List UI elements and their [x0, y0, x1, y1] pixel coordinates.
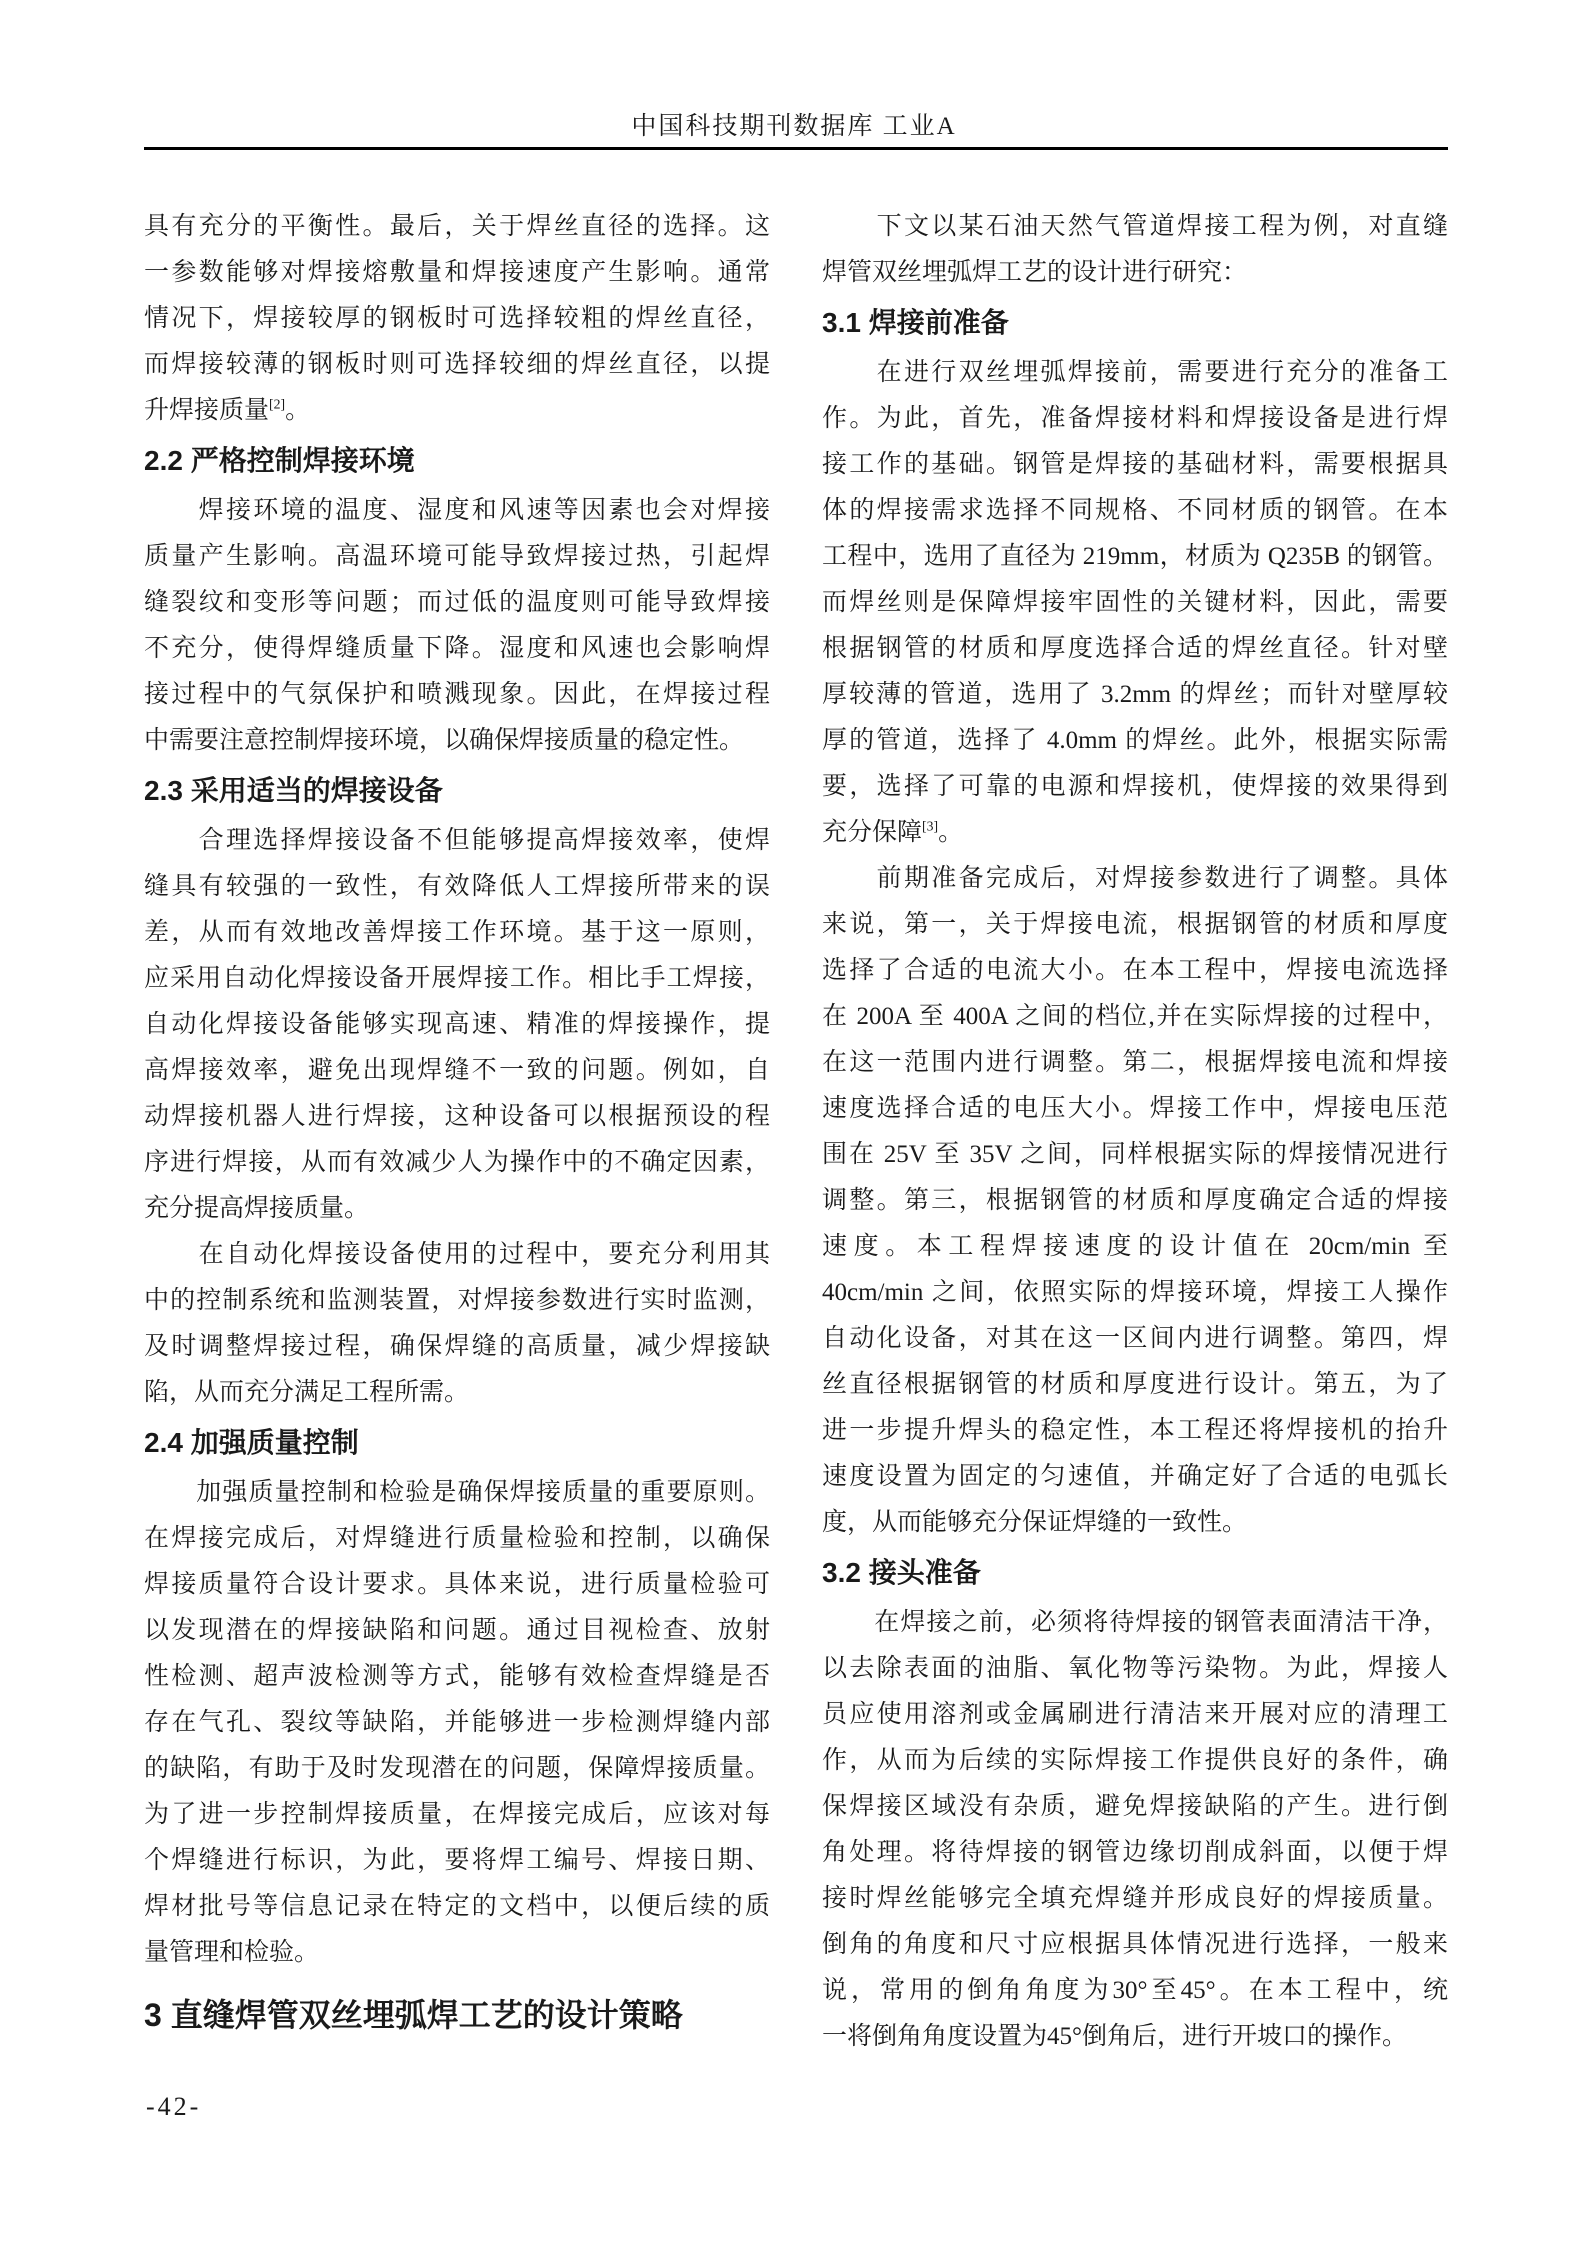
paragraph	[144, 818, 770, 1232]
text-line: 角处理。将待焊接的钢管边缘切削成斜面，以便于焊	[822, 1839, 1448, 1866]
text-line: 一将倒角角度设置为45°倒角后，进行开坡口的操作。	[822, 2023, 1407, 2050]
text-line: 要，选择了可靠的电源和焊接机，使焊接的效果得到	[822, 773, 1448, 800]
text-line: 性检测、超声波检测等方式，能够有效检查焊缝是否	[144, 1663, 770, 1690]
text-line: 自动化设备，对其在这一区间内进行调整。第四，焊	[822, 1325, 1448, 1352]
citation-ref: [3]	[922, 818, 939, 834]
subsection-heading: 3.2 接头准备	[822, 1557, 981, 1588]
text-line: 调整。第三，根据钢管的材质和厚度确定合适的焊接	[822, 1187, 1448, 1214]
text-line: 动焊接机器人进行焊接，这种设备可以根据预设的程	[144, 1103, 770, 1130]
text-line: 存在气孔、裂纹等缺陷，并能够进一步检测焊缝内部	[144, 1709, 770, 1736]
text-line: 接时焊丝能够完全填充焊缝并形成良好的焊接质量。	[822, 1885, 1448, 1912]
text-line: 焊管双丝埋弧焊工艺的设计进行研究：	[822, 259, 1248, 286]
text-line: 而焊接较薄的钢板时则可选择较细的焊丝直径，以提	[144, 351, 770, 378]
text-line: 加强质量控制和检验是确保焊接质量的重要原则。	[144, 1479, 770, 1506]
text-line: 缝具有较强的一致性，有效降低人工焊接所带来的误	[144, 873, 770, 900]
header-rule	[144, 147, 1448, 150]
paragraph	[144, 488, 770, 764]
text-line: 根据钢管的材质和厚度选择合适的焊丝直径。针对壁	[822, 635, 1448, 662]
text-line: 升焊接质量[2]。	[144, 396, 311, 424]
text-line: 充分提高焊接质量。	[144, 1195, 370, 1222]
text-line: 作，从而为后续的实际焊接工作提供良好的条件，确	[822, 1747, 1448, 1774]
text-line: 陷，从而充分满足工程所需。	[144, 1379, 470, 1406]
text-line: 在 200A 至 400A 之间的档位,并在实际焊接的过程中，	[822, 1003, 1448, 1030]
text-line: 在这一范围内进行调整。第二，根据焊接电流和焊接	[822, 1049, 1448, 1076]
text-line: 在焊接完成后，对焊缝进行质量检验和控制，以确保	[144, 1525, 770, 1552]
text-line: 应采用自动化焊接设备开展焊接工作。相比手工焊接，	[144, 965, 770, 992]
text-line: 员应使用溶剂或金属刷进行清洁来开展对应的清理工	[822, 1701, 1448, 1728]
text-line: 个焊缝进行标识，为此，要将焊工编号、焊接日期、	[144, 1847, 770, 1874]
text-line: 围在 25V 至 35V 之间，同样根据实际的焊接情况进行	[822, 1141, 1448, 1168]
text-line: 丝直径根据钢管的材质和厚度进行设计。第五，为了	[822, 1371, 1448, 1398]
text-line: 下文以某石油天然气管道焊接工程为例，对直缝	[822, 213, 1448, 240]
text-line: 选择了合适的电流大小。在本工程中，焊接电流选择	[822, 957, 1448, 984]
text-line: 保焊接区域没有杂质，避免焊接缺陷的产生。进行倒	[822, 1793, 1448, 1820]
text-line: 为了进一步控制焊接质量，在焊接完成后，应该对每	[144, 1801, 770, 1828]
text-line: 情况下，焊接较厚的钢板时可选择较粗的焊丝直径，	[144, 305, 770, 332]
text-line: 中的控制系统和监测装置，对焊接参数进行实时监测，	[144, 1287, 770, 1314]
text-line: 缝裂纹和变形等问题；而过低的温度则可能导致焊接	[144, 589, 770, 616]
text-line: 焊接环境的温度、湿度和风速等因素也会对焊接	[144, 497, 770, 524]
paragraph	[822, 350, 1448, 856]
paragraph	[822, 856, 1448, 1546]
text-line: 而焊丝则是保障焊接牢固性的关键材料，因此，需要	[822, 589, 1448, 616]
paragraph	[822, 1600, 1448, 2060]
text-line: 接过程中的气氛保护和喷溅现象。因此，在焊接过程	[144, 681, 770, 708]
text-line: 接工作的基础。钢管是焊接的基础材料，需要根据具	[822, 451, 1448, 478]
text-line: 作。为此，首先，准备焊接材料和焊接设备是进行焊	[822, 405, 1448, 432]
paragraph	[144, 204, 770, 434]
text-line: 厚较薄的管道，选用了 3.2mm 的焊丝；而针对壁厚较	[822, 681, 1448, 708]
text-line: 量管理和检验。	[144, 1939, 320, 1966]
text-line: 体的焊接需求选择不同规格、不同材质的钢管。在本	[822, 497, 1448, 524]
text-line: 中需要注意控制焊接环境，以确保焊接质量的稳定性。	[144, 727, 745, 754]
text-line: 度，从而能够充分保证焊缝的一致性。	[822, 1509, 1248, 1536]
subsection-heading: 3.1 焊接前准备	[822, 307, 1009, 338]
text-line: 焊材批号等信息记录在特定的文档中，以便后续的质	[144, 1893, 770, 1920]
text-line: 厚的管道，选择了 4.0mm 的焊丝。此外，根据实际需	[822, 727, 1448, 754]
text-line: 序进行焊接，从而有效减少人为操作中的不确定因素，	[144, 1149, 770, 1176]
text-line: 来说，第一，关于焊接电流，根据钢管的材质和厚度	[822, 911, 1448, 938]
subsection-heading: 2.3 采用适当的焊接设备	[144, 775, 443, 806]
text-line: 的缺陷，有助于及时发现潜在的问题，保障焊接质量。	[144, 1755, 770, 1782]
paragraph	[144, 1232, 770, 1416]
text-line: 倒角的角度和尺寸应根据具体情况进行选择，一般来	[822, 1931, 1448, 1958]
text-line: 合理选择焊接设备不但能够提高焊接效率，使焊	[144, 827, 770, 854]
text-line: 进一步提升焊头的稳定性，本工程还将焊接机的抬升	[822, 1417, 1448, 1444]
text-line: 自动化焊接设备能够实现高速、精准的焊接操作，提	[144, 1011, 770, 1038]
text-line: 焊接质量符合设计要求。具体来说，进行质量检验可	[144, 1571, 770, 1598]
text-line: 具有充分的平衡性。最后，关于焊丝直径的选择。这	[144, 213, 770, 240]
text-line: 一参数能够对焊接熔敷量和焊接速度产生影响。通常	[144, 259, 770, 286]
text-line: 在进行双丝埋弧焊接前，需要进行充分的准备工	[822, 359, 1448, 386]
page-number: -42-	[146, 2092, 202, 2121]
text-line: 以去除表面的油脂、氧化物等污染物。为此，焊接人	[822, 1655, 1448, 1682]
paragraph	[822, 204, 1448, 296]
journal-header: 中国科技期刊数据库 工业A	[631, 113, 957, 140]
text-line: 在焊接之前，必须将待焊接的钢管表面清洁干净，	[822, 1609, 1448, 1636]
text-line: 高焊接效率，避免出现焊缝不一致的问题。例如，自	[144, 1057, 770, 1084]
right-column	[822, 204, 1448, 2060]
text-line: 工程中，选用了直径为 219mm，材质为 Q235B 的钢管。	[822, 543, 1448, 570]
text-line: 前期准备完成后，对焊接参数进行了调整。具体	[822, 865, 1448, 892]
text-line: 速度。本工程焊接速度的设计值在 20cm/min 至	[822, 1233, 1448, 1260]
paragraph	[144, 1470, 770, 1976]
text-line: 40cm/min 之间，依照实际的焊接环境，焊接工人操作	[822, 1279, 1448, 1306]
text-line: 及时调整焊接过程，确保焊缝的高质量，减少焊接缺	[144, 1333, 770, 1360]
subsection-heading: 2.2 严格控制焊接环境	[144, 445, 415, 476]
text-line: 差，从而有效地改善焊接工作环境。基于这一原则，	[144, 919, 770, 946]
text-line: 以发现潜在的焊接缺陷和问题。通过目视检查、放射	[144, 1617, 770, 1644]
text-line: 充分保障[3]。	[822, 818, 964, 846]
subsection-heading: 2.4 加强质量控制	[144, 1427, 359, 1458]
text-line: 质量产生影响。高温环境可能导致焊接过热，引起焊	[144, 543, 770, 570]
section-heading: 3 直缝焊管双丝埋弧焊工艺的设计策略	[144, 1997, 683, 2033]
text-line: 说，常用的倒角角度为30°至45°。在本工程中，统	[822, 1977, 1448, 2004]
text-line: 速度设置为固定的匀速值，并确定好了合适的电弧长	[822, 1463, 1448, 1490]
text-line: 不充分，使得焊缝质量下降。湿度和风速也会影响焊	[144, 635, 770, 662]
citation-ref: [2]	[269, 396, 286, 412]
text-line: 速度选择合适的电压大小。焊接工作中，焊接电压范	[822, 1095, 1448, 1122]
text-line: 在自动化焊接设备使用的过程中，要充分利用其	[144, 1241, 770, 1268]
left-column	[144, 204, 770, 2040]
